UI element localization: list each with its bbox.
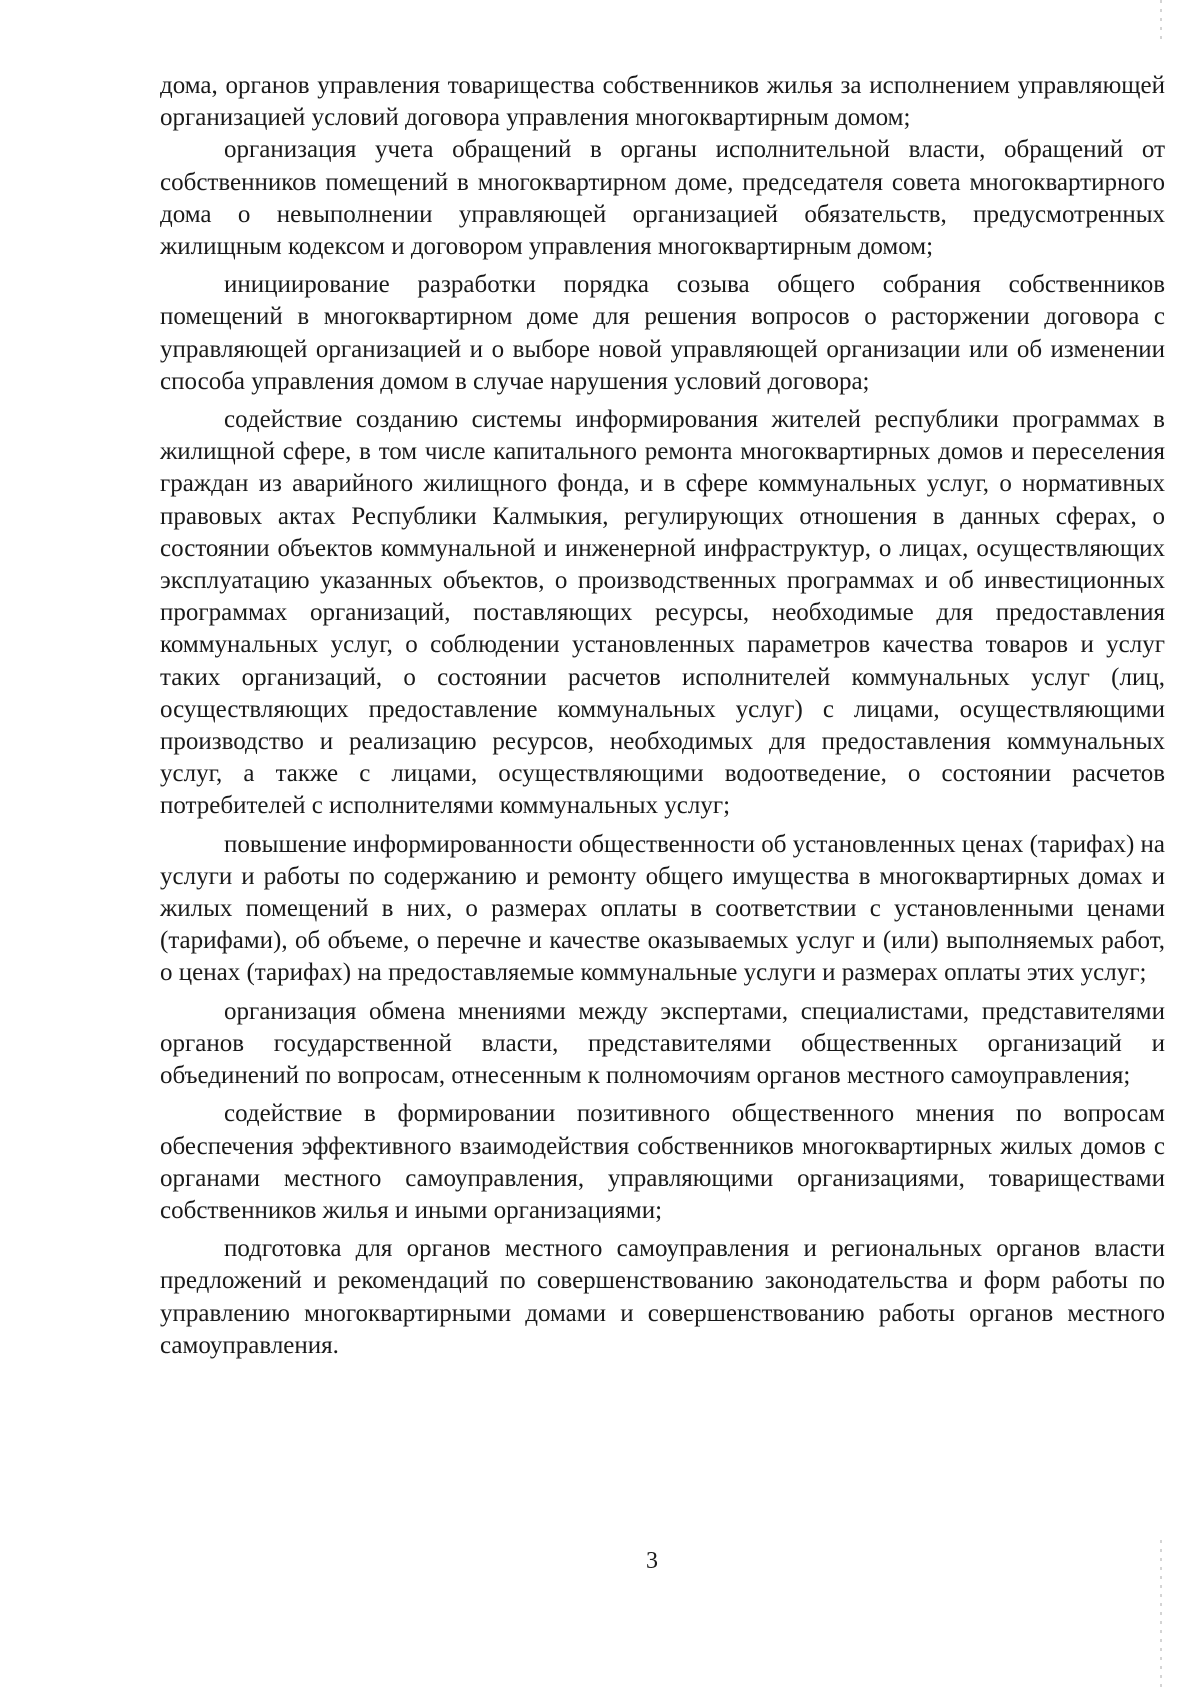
paragraph-4: содействие созданию системы информирования жителей республики программах в жилищной сфере, в том числе капитального ремонта многоквартирных домов и переселения граждан из аварийного жилищного фонда, и в сфере коммунальных услуг, о нормативных правовых актах Республики Калмыкия, регулирующих отношения в данных сферах, о состоянии объектов коммунальной и инженерной инфраструктур, о лицах, осуществляющих эксплуатацию указанных объектов, о производственных программах и об инвестиционных программах организаций, поставляющих ресурсы, необходимые для предоставления коммунальных услуг, о соблюдении установленных параметров качества товаров и услуг таких организаций, о состоянии расчетов исполнителей коммунальных услуг (лиц, осуществляющих предоставление коммунальных услуг) с лицами, осуществляющими производство и реализацию ресурсов, необходимых для предоставления коммунальных услуг, а также с лицами, осуществляющими водоотведение, о состоянии расчетов потребителей с исполнителями коммунальных услуг; <box>160 406 1165 820</box>
paragraph-5: повышение информированности общественности об установленных ценах (тарифах) на услуги и работы по содержанию и ремонту общего имущества в многоквартирных домах и жилых помещений в них, о размерах оплаты в соответствии с установленными ценами (тарифами), об объеме, о перечне и качестве оказываемых услуг и (или) выполняемых работ, о ценах (тарифах) на предоставляемые коммунальные услуги и размерах оплаты этих услуг; <box>160 830 1166 987</box>
page-number: 3 <box>646 1548 658 1574</box>
paragraph-2: организация учета обращений в органы исполнительной власти, обращений от собственников помещений в многоквартирном доме, председателя совета многоквартирного дома о невыполнении управляющей организацией обязательств, предусмотренных жилищным кодексом и договором управления многоквартирным домом; <box>160 136 1165 261</box>
document-body <box>160 70 1165 1362</box>
paragraph-7: содействие в формировании позитивного общественного мнения по вопросам обеспечения эффективного взаимодействия собственников многоквартирных жилых домов с органами местного самоуправления, управляющими организациями, товариществами собственников жилья и иными организациями; <box>160 1100 1165 1224</box>
scan-edge-mark <box>1160 1540 1162 1690</box>
paragraph-8: подготовка для органов местного самоуправления и региональных органов власти предложений и рекомендаций по совершенствованию законодательства и форм работы по управлению многоквартирными домами и совершенствованию работы органов местного самоуправления. <box>160 1235 1165 1359</box>
paragraph-6: организация обмена мнениями между экспертами, специалистами, представителями органов государственной власти, представителями общественных организаций и объединений по вопросам, отнесенным к полномочиям органов местного самоуправления; <box>160 997 1165 1090</box>
scan-edge-mark <box>1160 0 1162 40</box>
paragraph-3: инициирование разработки порядка созыва общего собрания собственников помещений в многоквартирном доме для решения вопросов о расторжении договора с управляющей организацией и о выборе новой управляющей организации или об изменении способа управления домом в случае нарушения условий договора; <box>160 271 1165 395</box>
paragraph-1: дома, органов управления товарищества собственников жилья за исполнением управляющей организацией условий договора управления многоквартирным домом; <box>160 72 1165 132</box>
